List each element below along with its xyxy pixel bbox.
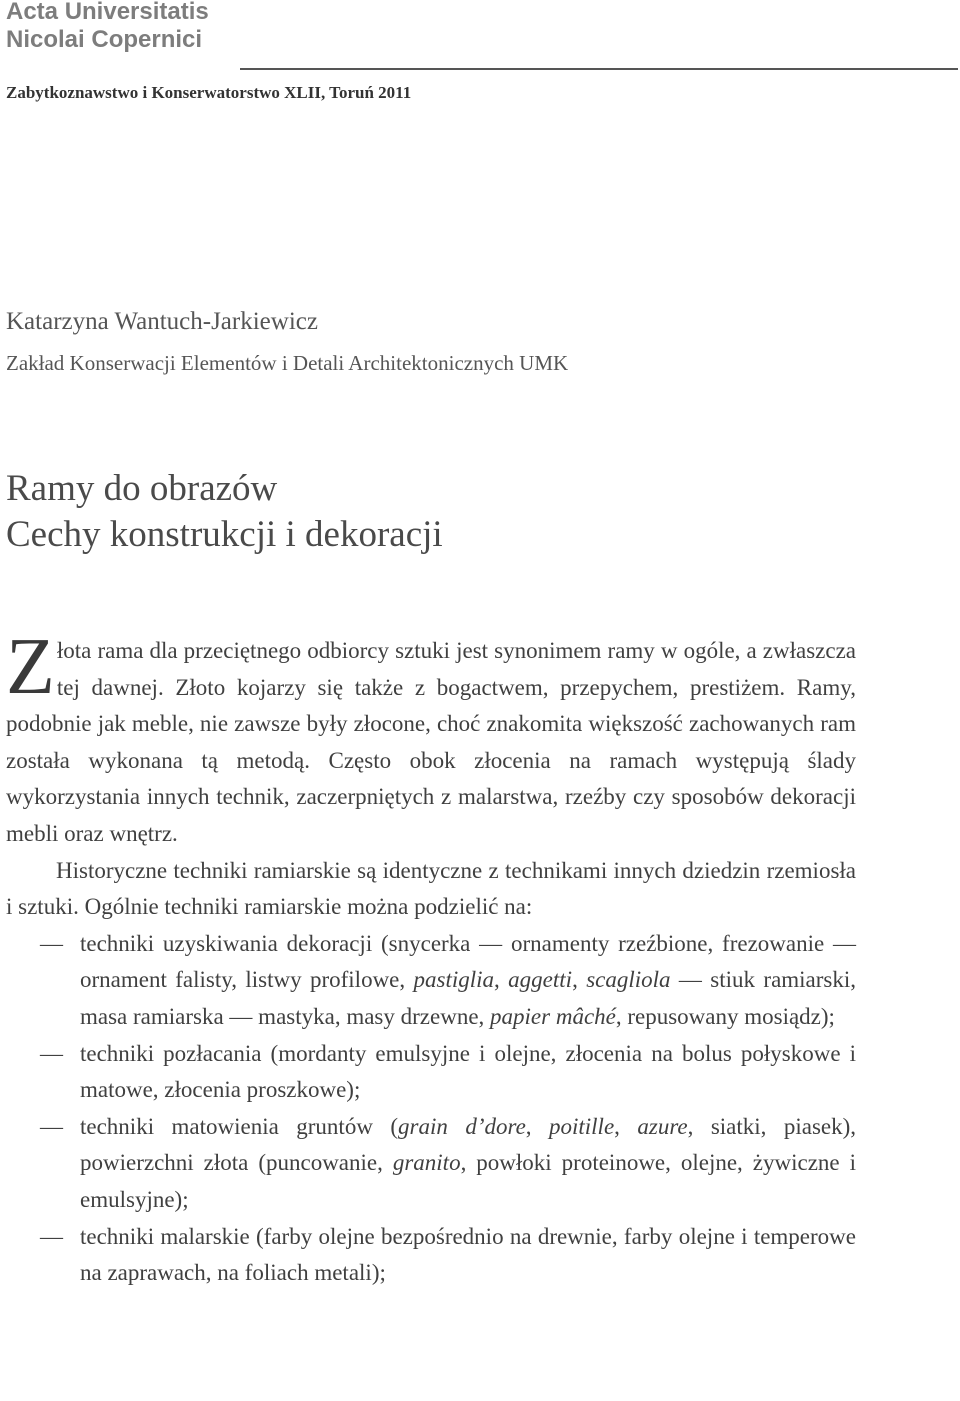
- list-item: — techniki pozłacania (mordanty emulsyjne i olejne, złocenia na bolus połyskowe i matowe, złocenia proszkowe);: [6, 1036, 856, 1109]
- list-dash: —: [40, 930, 63, 956]
- article-title: [6, 466, 443, 558]
- list-dash: —: [40, 1113, 63, 1139]
- author-name: Katarzyna Wantuch-Jarkiewicz: [6, 308, 318, 335]
- paragraph-1: [6, 623, 856, 853]
- list-item: — techniki matowienia gruntów (grain d’dore, poitille, azure, siatki, piasek), powierzchni złota (puncowanie, granito, powłoki proteinowe, olejne, żywiczne i emulsyjne);: [6, 1109, 856, 1219]
- title-line2: Cechy konstrukcji i dekoracji: [6, 514, 443, 555]
- techniques-list: [6, 926, 856, 1292]
- journal-name-line1: Acta Universitatis: [6, 0, 209, 25]
- paragraph-2: Historyczne techniki ramiarskie są identyczne z technikami innych dziedzin rzemiosła i sztuki. Ogólnie techniki ramiarskie można podzielić na:: [6, 857, 856, 920]
- title-line1: Ramy do obrazów: [6, 468, 278, 509]
- drop-cap: Z: [6, 623, 55, 711]
- list-item: — techniki malarskie (farby olejne bezpośrednio na drewnie, farby olejne i temperowe na zaprawach, na foliach metali);: [6, 1219, 856, 1292]
- list-item: — techniki uzyskiwania dekoracji (snycerka — ornamenty rzeźbione, frezowanie — ornament falisty, listwy profilowe, pastiglia, aggetti, scagliola — stiuk ramiarski, masa ramiarska — mastyka, masy drzewne, papier mâché, repusowany mosiądz);: [6, 926, 856, 1036]
- header-rule: [240, 68, 958, 70]
- journal-name: [6, 0, 209, 54]
- article-body: [6, 623, 857, 1292]
- series-info: Zabytkoznawstwo i Konserwatorstwo XLII, Toruń 2011: [6, 83, 412, 102]
- paragraph-1-text: łota rama dla przeciętnego odbiorcy sztuki jest synonimem ramy w ogóle, a zwłaszcza tej dawnej. Złoto kojarzy się także z bogactwem, przepychem, prestiżem. Ramy, podobnie jak meble, nie zawsze były złocone, choć znakomita większość zachowanych ram została wykonana tą metodą. Często obok złocenia na ramach występują ślady wykorzystania innych technik, zaczerpniętych z malarstwa, rzeźby czy sposobów dekoracji mebli oraz wnętrz.: [6, 638, 856, 846]
- list-dash: —: [40, 1223, 63, 1249]
- author-affiliation: Zakład Konserwacji Elementów i Detali Architektonicznych UMK: [6, 351, 569, 375]
- list-dash: —: [40, 1040, 63, 1066]
- journal-name-line2: Nicolai Copernici: [6, 26, 203, 53]
